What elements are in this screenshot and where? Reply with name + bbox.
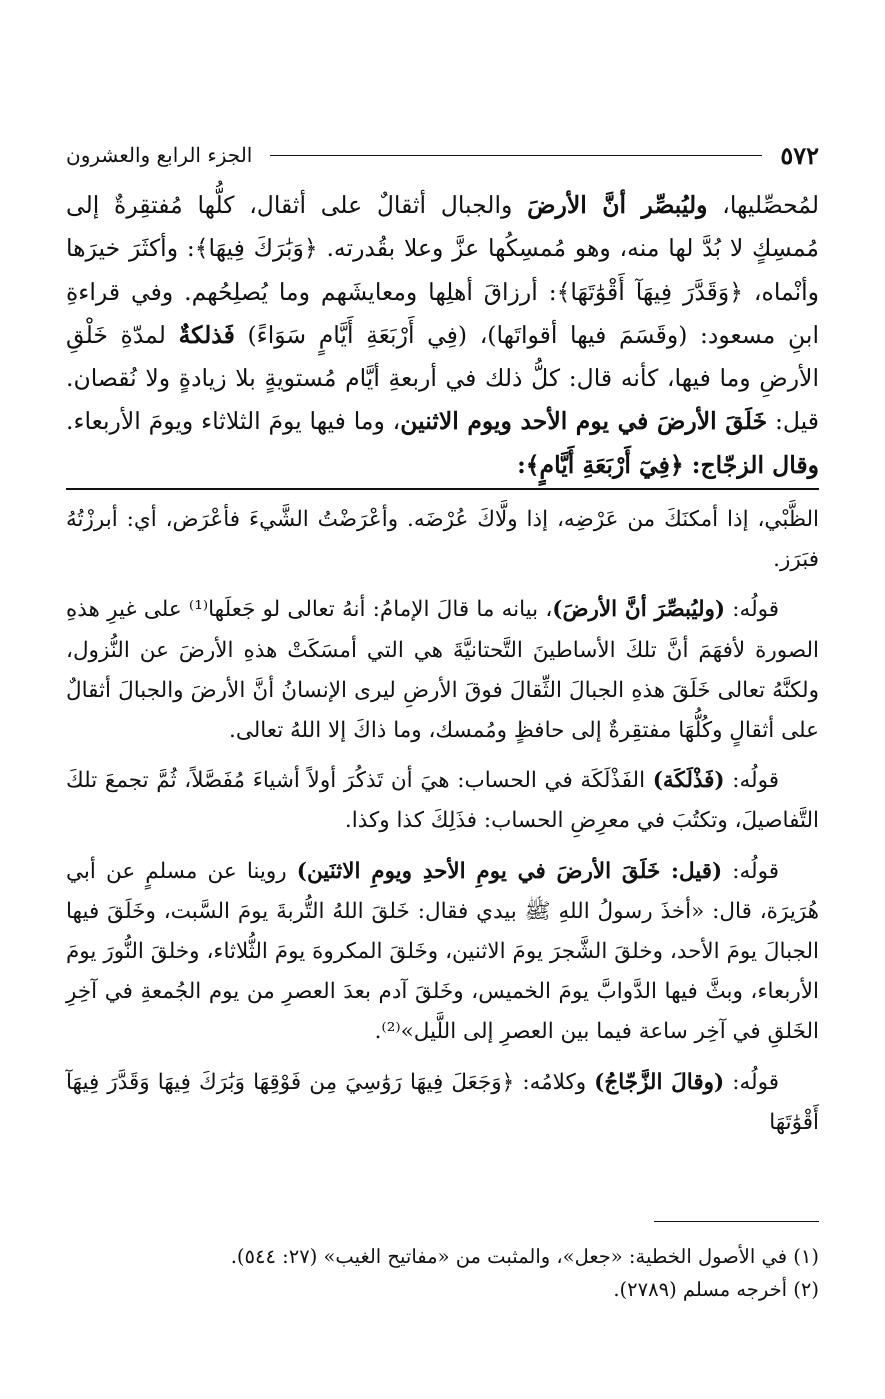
main-text-bold-segment: وليُبصِّر أنَّ الأرضَ [527,191,708,219]
main-text-bold-segment: خَلَقَ الأرضَ في يوم الأحد ويوم الاثنين [400,407,768,436]
commentary-text: وكلامُه: ﴿وَجَعَلَ فِيهَا رَوَٰسِيَ مِن فَوْقِهَا وَبَٰرَكَ فِيهَا وَقَدَّرَ فِيهَآ أَقْوَٰتَهَا [66,1069,819,1135]
main-text-segment: والجبال أثقالٌ على أثقال، كلُّها مُفتقِرةٌ إلى مُمسِكٍ لا بُدَّ لها منه، وهو مُمسِكُها عزَّ وعلا بقُدرته. ﴿وَبَٰرَكَ فِيهَا﴾: وأكثَرَ خيرَها وأنْماه، ﴿وَقَدَّرَ فِيهَآ أَقْوَٰتَهَا﴾: أرزاقَ أهلِها ومعايشَهم وما يُصلِحُهم. وفي قراءةِ ابنِ مسعود: (وقَسَمَ فيها أقواتَها)، (فِي أَرْبَعَةِ أَيَّامٍ سَوَاءً) [66,191,819,349]
commentary-intro: قولُه: [724,1069,779,1095]
commentary-text: روينا عن مسلمٍ عن أبي هُرَيرَة، قال: «أخذَ رسولُ اللهِ ﷺ بيدي فقال: خَلقَ اللهُ التُّربةَ يومَ السَّبت، وخَلَقَ فيها الجبالَ يومَ الأحد، وخلقَ الشَّجرَ يومَ الاثنين، وخَلقَ المكروهَ يومَ الثُّلاثاء، وخلقَ النُّورَ يومَ الأربعاء، وبثَّ فيها الدَّوابَّ يومَ الخميس، وخَلقَ آدم بعدَ العصرِ من يوم الجُمعةِ في آخِرِ الخَلقِ في آخِر ساعة فيما بين العصرِ إلى اللَّيل»⁽²⁾. [66,858,819,1045]
commentary-lemma: (وليُبصِّرَ أنَّ الأرضَ) [552,597,726,623]
commentary [66,500,819,1153]
main-text-segment: ، وما فيها يومَ الثلاثاء ويومَ الأربعاء. [66,407,401,436]
commentary-paragraph [66,761,819,841]
footnote: (٢) أخرجه مسلم (٢٧٨٩). [613,1278,819,1301]
commentary-intro: قولُه: [725,597,780,623]
footnote-divider [654,1221,819,1222]
commentary-lemma: (وقالَ الزَّجّاجُ) [594,1069,725,1095]
main-text-bold-segment: فَذلكةٌ [178,320,235,349]
main-text-segment: لمدّةِ خَلْقِ الأرضِ وما فيها، كأنه قال: كلُّ ذلك في أربعةِ أيَّام مُستويةٍ بلا زيادةٍ ولا نُقصان. قيل: [66,320,819,436]
commentary-text: ، بيانه ما قالَ الإمامُ: أنهُ تعالى لو جَعلَها⁽¹⁾ على غيرِ هذهِ الصورة لأفهَمَ أنَّ تلكَ الأساطينَ التَّحتانيَّةَ هي التي أمسَكَتْ هذهِ الأرضَ عن النُّزول، ولكنَّهُ تعالى خَلَقَ هذهِ الجبالَ الثِّقالَ فوقَ الأرضِ ليرى الإنسانُ أنَّ الأرضَ والجبالَ أثقالٌ على أثقالٍ وكُلُّهَا مفتقِرةٌ إلى حافظٍ ومُمسك، وما ذاكَ إلا اللهُ تعالى. [66,597,819,744]
commentary-intro: قولُه: [722,858,779,884]
commentary-intro: قولُه: [724,768,779,794]
footnote: (١) في الأصول الخطية: «جعل»، والمثبت من «مفاتيح الغيب» (٢٧: ٥٤٤). [230,1245,819,1268]
commentary-text: الفَذْلَكَة في الحساب: هيَ أن تَذكُرَ أولاً أشياءَ مُفَصَّلاً، ثُمَّ تجمعَ تلكَ التَّفاصيلَ، وتكتُبَ في معرِضِ الحساب: فذَلِكَ كذا وكذا. [66,768,819,834]
main-text-segment: لمُحصِّليها، [707,191,819,219]
page-number: ٥٧٢ [780,140,819,170]
commentary-paragraph: الظَّبْي، إذا أمكنَكَ من عَرْضِه، إذا ولَّاكَ عُرْضَه. وأعْرَضْتُ الشَّيءَ فأعْرَض، أي: أبرزْتُهُ فبَرَز. [66,507,819,573]
main-text [66,184,819,487]
main-text-bold-segment: وقال الزجّاج: ﴿فِيٓ أَرْبَعَةِ أَيَّامٍ﴾: [517,450,819,479]
main-text-divider [66,488,819,490]
header-rule [270,155,762,156]
commentary-lemma: (فَذْلَكَة) [652,768,725,794]
footnotes [66,1240,819,1306]
commentary-paragraph [66,590,819,751]
commentary-paragraph [66,852,819,1053]
running-header [66,138,819,172]
commentary-lemma: (قيل: خَلَقَ الأرضَ في يومِ الأحدِ ويومِ الاثنَين) [296,858,723,884]
running-title: الجزء الرابع والعشرون [66,143,253,167]
commentary-paragraph [66,1063,819,1143]
